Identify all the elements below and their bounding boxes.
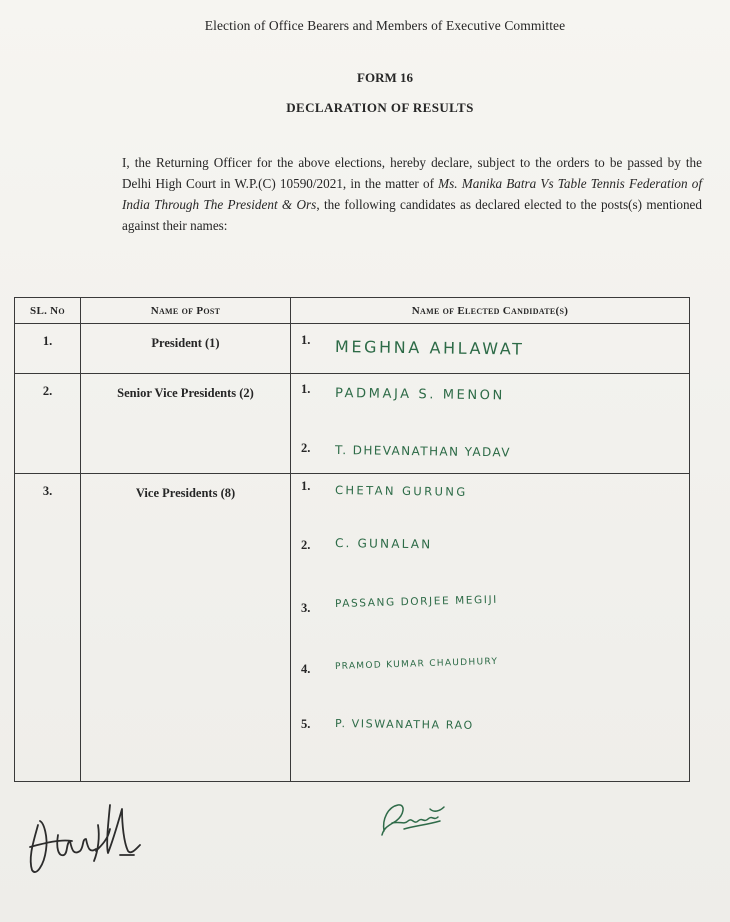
candidate-name: T. DHEVANATHAN YADAV xyxy=(334,443,512,460)
table-header-row xyxy=(15,298,690,324)
row-post: President (1) xyxy=(151,336,220,350)
candidate-name: PRAMOD KUMAR CHAUDHURY xyxy=(334,656,499,672)
candidate-number: 1. xyxy=(301,479,311,493)
table-row xyxy=(15,474,690,782)
case-name: Ms. Manika Batra Vs Table Tennis Federation of India Through The President & Ors xyxy=(122,176,702,212)
row-sl: 1. xyxy=(42,334,53,348)
declaration-text-part1: I, the Returning Officer for the above elections, hereby declare, subject to the orders to be passed by the Delhi High Court in W.P.(C) 10590/2021, in the matter of xyxy=(122,155,702,191)
declaration-text-part2: , the following candidates as declared elected to the posts(s) mentioned against their names: xyxy=(122,197,702,233)
candidate-line xyxy=(291,650,689,700)
candidate-number: 2. xyxy=(301,441,311,455)
candidate-name: C. GUNALAN xyxy=(334,536,433,552)
candidate-name: PADMAJA S. MENON xyxy=(334,386,505,404)
declaration-title: DECLARATION OF RESULTS xyxy=(286,100,474,115)
table-row xyxy=(15,324,690,374)
row-post: Senior Vice Presidents (2) xyxy=(117,386,254,400)
results-table xyxy=(14,297,690,782)
row-sl: 3. xyxy=(42,484,53,498)
candidate-name: P. VISWANATHA RAO xyxy=(334,717,474,732)
candidate-number: 1. xyxy=(301,333,311,347)
candidate-line xyxy=(291,700,689,750)
candidate-line xyxy=(291,532,689,590)
right-signature xyxy=(370,795,460,845)
candidate-number: 2. xyxy=(301,538,311,552)
left-signature xyxy=(10,795,150,885)
candidate-line xyxy=(291,324,689,372)
candidate-line xyxy=(291,374,689,434)
form-number: FORM 16 xyxy=(357,70,413,85)
row-post: Vice Presidents (8) xyxy=(135,486,236,500)
row-sl: 2. xyxy=(42,384,53,398)
candidate-name: MEGHNA AHLAWAT xyxy=(334,337,525,359)
candidate-number: 4. xyxy=(301,662,311,676)
header-candidates: Name of Elected Candidate(s) xyxy=(291,298,690,324)
declaration-paragraph xyxy=(122,152,702,236)
table-row xyxy=(15,374,690,474)
candidate-name: CHETAN GURUNG xyxy=(334,483,468,499)
candidate-name: PASSANG DORJEE MEGIJI xyxy=(334,593,499,610)
candidate-line xyxy=(291,590,689,650)
candidate-line xyxy=(291,434,689,472)
candidate-number: 5. xyxy=(301,717,311,731)
candidate-number: 1. xyxy=(301,382,311,396)
candidate-number: 3. xyxy=(301,601,311,615)
header-post: Name of Post xyxy=(81,298,291,324)
candidate-line xyxy=(291,474,689,532)
header-sl-no: SL. No xyxy=(15,298,81,324)
election-title: Election of Office Bearers and Members of Executive Committee xyxy=(204,18,566,33)
